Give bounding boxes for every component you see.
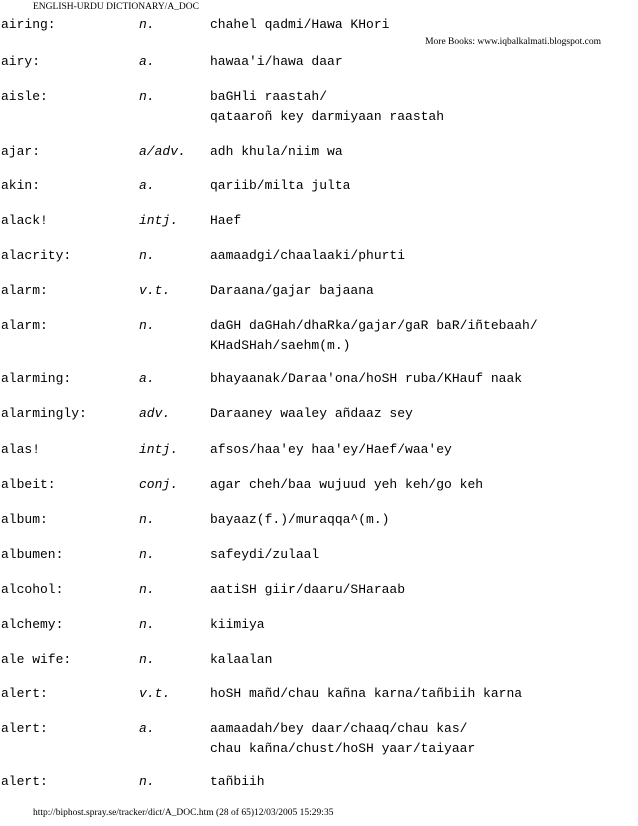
entry-part-of-speech: v.t. xyxy=(139,686,171,701)
document-title: ENGLISH-URDU DICTIONARY/A_DOC xyxy=(33,2,199,12)
entry-meaning xyxy=(210,772,265,792)
entry-meaning xyxy=(210,87,444,127)
entry-part-of-speech: n. xyxy=(139,89,155,104)
entry-word: aisle: xyxy=(1,89,48,104)
entry-word: ajar: xyxy=(1,144,41,159)
entry-meaning-line: tañbiih xyxy=(210,774,265,789)
entry-meaning xyxy=(210,404,413,424)
entry-meaning-line: Haef xyxy=(210,213,242,228)
entry-word: alacrity: xyxy=(1,248,72,263)
entry-word: album: xyxy=(1,512,48,527)
entry-part-of-speech: v.t. xyxy=(139,283,171,298)
entry-meaning xyxy=(210,440,452,460)
entry-part-of-speech: n. xyxy=(139,512,155,527)
entry-meaning-line: qariib/milta julta xyxy=(210,178,351,193)
entry-word: albeit: xyxy=(1,477,56,492)
entry-meaning xyxy=(210,211,241,231)
entry-word: alert: xyxy=(1,686,48,701)
entry-meaning xyxy=(210,650,272,670)
entry-meaning xyxy=(210,369,522,389)
entry-part-of-speech: n. xyxy=(139,774,155,789)
entry-meaning xyxy=(210,684,522,704)
entry-meaning xyxy=(210,281,374,301)
entry-part-of-speech: a. xyxy=(139,371,155,386)
entry-word: alas! xyxy=(1,442,41,457)
entry-word: ale wife: xyxy=(1,652,72,667)
entry-part-of-speech: conj. xyxy=(139,477,179,492)
entry-meaning-line: kiimiya xyxy=(210,617,265,632)
entry-part-of-speech: n. xyxy=(139,17,155,32)
entry-word: akin: xyxy=(1,178,41,193)
entry-meaning-line: bhayaanak/Daraa'ona/hoSH ruba/KHauf naak xyxy=(210,371,523,386)
entry-word: albumen: xyxy=(1,547,64,562)
entry-part-of-speech: n. xyxy=(139,248,155,263)
entry-meaning-line: adh khula/niim wa xyxy=(210,144,343,159)
entry-meaning-line: aamaadgi/chaalaaki/phurti xyxy=(210,248,406,263)
entry-part-of-speech: intj. xyxy=(139,442,179,457)
entry-meaning xyxy=(210,580,405,600)
entry-word: alchemy: xyxy=(1,617,64,632)
entry-meaning-line: afsos/haa'ey haa'ey/Haef/waa'ey xyxy=(210,442,452,457)
entry-meaning xyxy=(210,15,389,35)
entry-meaning-line: bayaaz(f.)/muraqqa^(m.) xyxy=(210,512,390,527)
entry-part-of-speech: n. xyxy=(139,582,155,597)
entry-meaning-line: hoSH mañd/chau kañna karna/tañbiih karna xyxy=(210,686,523,701)
entry-meaning xyxy=(210,475,483,495)
page-footer: http://biphost.spray.se/tracker/dict/A_DOC.htm (28 of 65)12/03/2005 15:29:35 xyxy=(33,808,334,818)
entry-meaning-line: hawaa'i/hawa daar xyxy=(210,54,343,69)
entry-word: airing: xyxy=(1,17,56,32)
entry-part-of-speech: a. xyxy=(139,178,155,193)
entry-meaning xyxy=(210,615,265,635)
entry-word: alarm: xyxy=(1,318,48,333)
entry-meaning-line: baGHli raastah/ xyxy=(210,89,328,104)
entry-meaning-line: aamaadah/bey daar/chaaq/chau kas/ xyxy=(210,721,468,736)
entry-part-of-speech: n. xyxy=(139,318,155,333)
entry-meaning xyxy=(210,52,343,72)
entry-meaning-line: chahel qadmi/Hawa KHori xyxy=(210,17,390,32)
entry-meaning-line: daGH daGHah/dhaRka/gajar/gaR baR/iñtebaah/ xyxy=(210,318,538,333)
entry-meaning-line: KHadSHah/saehm(m.) xyxy=(210,338,351,353)
entry-meaning xyxy=(210,510,389,530)
entry-meaning-line: aatiSH giir/daaru/SHaraab xyxy=(210,582,406,597)
entry-meaning-line: chau kañna/chust/hoSH yaar/taiyaar xyxy=(210,741,476,756)
entry-word: airy: xyxy=(1,54,41,69)
entry-word: alarm: xyxy=(1,283,48,298)
more-books-link[interactable]: More Books: www.iqbalkalmati.blogspot.com xyxy=(425,37,601,47)
entry-meaning-line: agar cheh/baa wujuud yeh keh/go keh xyxy=(210,477,484,492)
entry-meaning xyxy=(210,545,319,565)
entry-word: alcohol: xyxy=(1,582,64,597)
entry-meaning-line: Daraana/gajar bajaana xyxy=(210,283,374,298)
entry-part-of-speech: n. xyxy=(139,547,155,562)
entry-part-of-speech: n. xyxy=(139,652,155,667)
entry-word: alert: xyxy=(1,721,48,736)
entry-word: alarmingly: xyxy=(1,406,87,421)
entry-word: alarming: xyxy=(1,371,72,386)
entry-word: alert: xyxy=(1,774,48,789)
entry-part-of-speech: adv. xyxy=(139,406,171,421)
entry-word: alack! xyxy=(1,213,48,228)
entry-meaning xyxy=(210,142,343,162)
entry-meaning-line: safeydi/zulaal xyxy=(210,547,320,562)
entry-part-of-speech: n. xyxy=(139,617,155,632)
entry-meaning-line: kalaalan xyxy=(210,652,273,667)
entry-part-of-speech: a/adv. xyxy=(139,144,186,159)
entry-meaning xyxy=(210,176,350,196)
entry-meaning xyxy=(210,246,405,266)
entry-part-of-speech: intj. xyxy=(139,213,179,228)
entry-meaning-line: qataaroñ key darmiyaan raastah xyxy=(210,109,445,124)
entry-meaning-line: Daraaney waaley añdaaz sey xyxy=(210,406,413,421)
entry-meaning xyxy=(210,316,538,356)
entry-part-of-speech: a. xyxy=(139,54,155,69)
entry-meaning xyxy=(210,719,475,759)
entry-part-of-speech: a. xyxy=(139,721,155,736)
